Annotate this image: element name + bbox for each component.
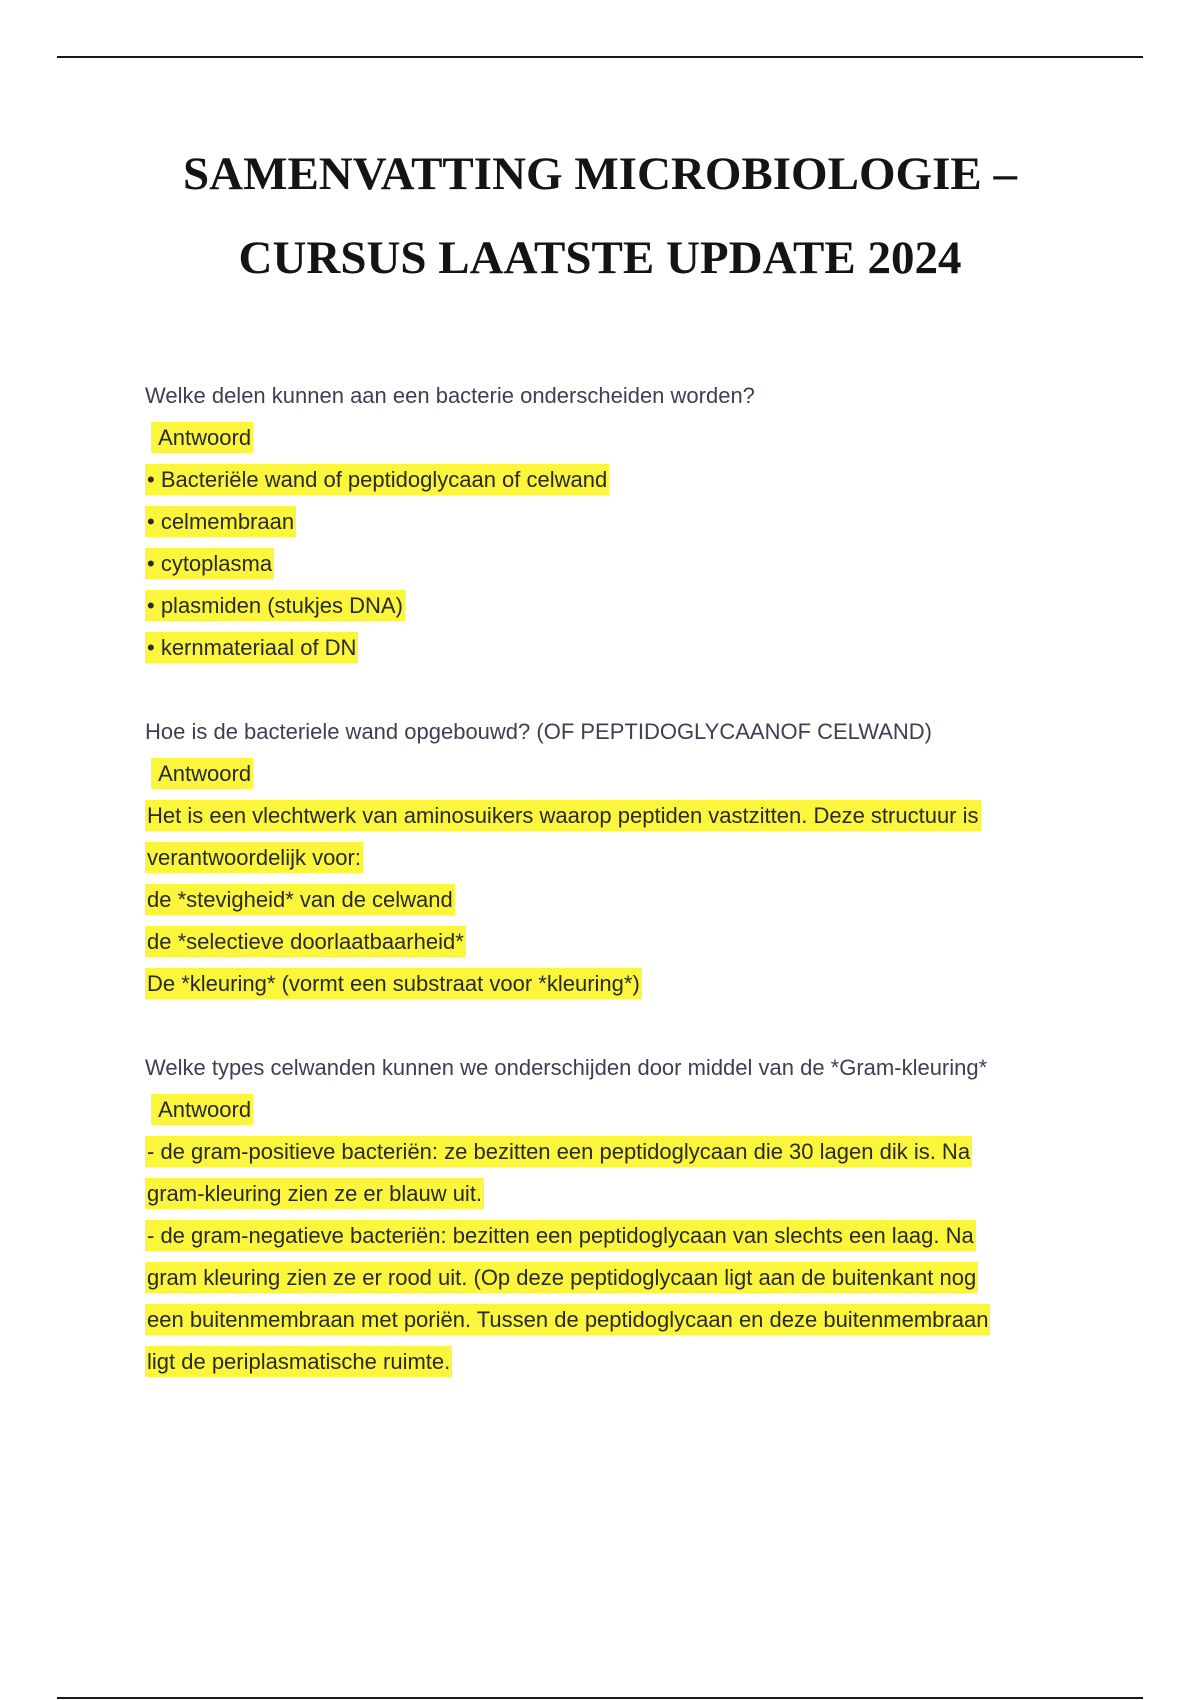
answer-label — [145, 753, 1085, 795]
qa-block-1 — [145, 375, 1085, 669]
title-line-2: CURSUS LAATSTE UPDATE 2024 — [238, 232, 962, 284]
answer-label — [145, 1089, 1085, 1131]
answer-label-text: Antwoord — [151, 422, 253, 453]
answer-line-text: verantwoordelijk voor: — [145, 842, 363, 873]
answer-line — [145, 1131, 1085, 1173]
answer-line — [145, 837, 1085, 879]
answer-line-text: Het is een vlechtwerk van aminosuikers waarop peptiden vastzitten. Deze structuur is — [145, 800, 981, 831]
answer-line — [145, 1299, 1085, 1341]
answer-line — [145, 879, 1085, 921]
answer-line — [145, 1215, 1085, 1257]
title-line-1: SAMENVATTING MICROBIOLOGIE – — [183, 148, 1017, 200]
page-title — [0, 132, 1200, 300]
answer-line-text: de *selectieve doorlaatbaarheid* — [145, 926, 466, 957]
bottom-rule — [57, 1697, 1143, 1699]
answer-line-text: gram kleuring zien ze er rood uit. (Op deze peptidoglycaan ligt aan de buitenkant nog — [145, 1262, 978, 1293]
answer-line-text: • plasmiden (stukjes DNA) — [145, 590, 405, 621]
answer-line-text: de *stevigheid* van de celwand — [145, 884, 455, 915]
answer-line — [145, 585, 1085, 627]
answer-line — [145, 501, 1085, 543]
qa-block-2 — [145, 711, 1085, 1005]
qa-block-3 — [145, 1047, 1085, 1383]
answer-line-text: gram-kleuring zien ze er blauw uit. — [145, 1178, 484, 1209]
answer-line — [145, 795, 1085, 837]
answer-line-text: • kernmateriaal of DN — [145, 632, 358, 663]
answer-line-text: • celmembraan — [145, 506, 296, 537]
answer-line-text: ligt de periplasmatische ruimte. — [145, 1346, 452, 1377]
answer-line — [145, 459, 1085, 501]
answer-label — [145, 417, 1085, 459]
answer-line-text: - de gram-negatieve bacteriën: bezitten een peptidoglycaan van slechts een laag. Na — [145, 1220, 976, 1251]
answer-line-text: De *kleuring* (vormt een substraat voor *kleuring*) — [145, 968, 642, 999]
answer-label-text: Antwoord — [151, 1094, 253, 1125]
answer-line-text: • cytoplasma — [145, 548, 274, 579]
answer-line — [145, 1341, 1085, 1383]
top-rule — [57, 56, 1143, 58]
answer-line — [145, 1173, 1085, 1215]
document-body — [145, 375, 1085, 1383]
question-text: Hoe is de bacteriele wand opgebouwd? (OF PEPTIDOGLYCAANOF CELWAND) — [145, 719, 933, 744]
question-text: Welke types celwanden kunnen we onderschijden door middel van de *Gram-kleuring* — [145, 1055, 988, 1080]
answer-label-text: Antwoord — [151, 758, 253, 789]
answer-line — [145, 921, 1085, 963]
answer-line — [145, 963, 1085, 1005]
answer-line — [145, 1257, 1085, 1299]
answer-line-text: een buitenmembraan met poriën. Tussen de peptidoglycaan en deze buitenmembraan — [145, 1304, 990, 1335]
answer-line-text: - de gram-positieve bacteriën: ze bezitten een peptidoglycaan die 30 lagen dik is. Na — [145, 1136, 972, 1167]
answer-line — [145, 627, 1085, 669]
question-text: Welke delen kunnen aan een bacterie onderscheiden worden? — [145, 383, 755, 408]
answer-line — [145, 543, 1085, 585]
answer-line-text: • Bacteriële wand of peptidoglycaan of celwand — [145, 464, 609, 495]
